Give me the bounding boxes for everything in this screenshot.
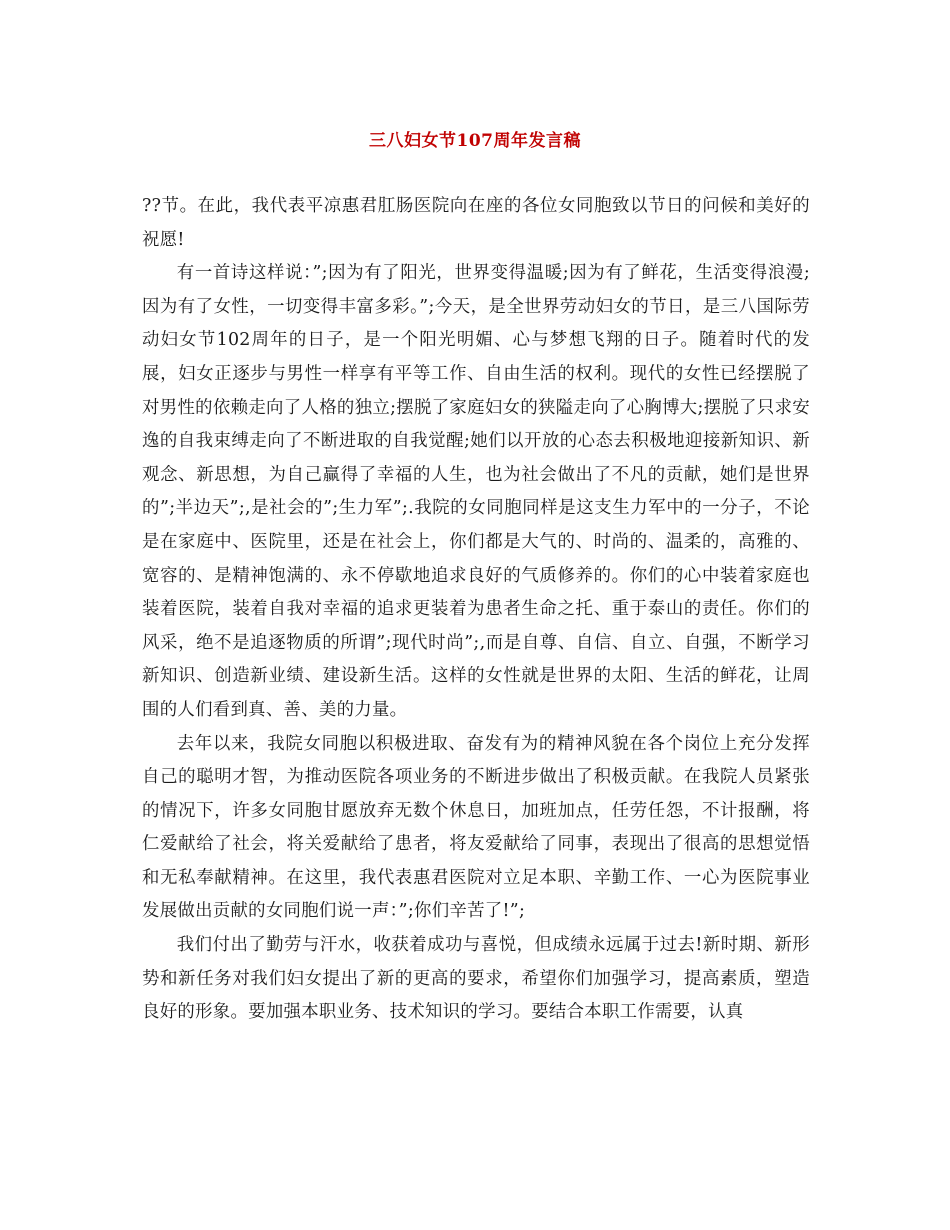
- paragraph-expectations: 我们付出了勤劳与汗水，收获着成功与喜悦，但成绩永远属于过去!新时期、新形势和新任务对我们妇女提出了新的更高的要求，希望你们加强学习，提高素质，塑造良好的形象。要加强本职业务、技术知识的学习。要结合本职工作需要，认真: [142, 935, 810, 1023]
- paragraph-greeting: ??节。在此，我代表平凉惠君肛肠医院向在座的各位女同胞致以节日的问候和美好的祝愿!: [142, 196, 810, 250]
- paragraph-contributions: 去年以来，我院女同胞以积极进取、奋发有为的精神风貌在各个岗位上充分发挥自己的聪明才智，为推动医院各项业务的不断进步做出了积极贡献。在我院人员紧张的情况下，许多女同胞甘愿放弃无数个休息日，加班加点，任劳任怨，不计报酬，将仁爱献给了社会，将关爱献给了患者，将友爱献给了同事，表现出了很高的思想觉悟和无私奉献精神。在这里，我代表惠君医院对立足本职、辛勤工作、一心为医院事业发展做出贡献的女同胞们说一声：”;你们辛苦了!”;: [142, 733, 810, 922]
- paragraph-womens-role: 有一首诗这样说：”;因为有了阳光，世界变得温暖;因为有了鲜花，生活变得浪漫;因为有了女性，一切变得丰富多彩。”;今天，是全世界劳动妇女的节日，是三八国际劳动妇女节102周年的日子，是一个阳光明媚、心与梦想飞翔的日子。随着时代的发展，妇女正逐步与男性一样享有平等工作、自由生活的权利。现代的女性已经摆脱了对男性的依赖走向了人格的独立;摆脱了家庭妇女的狭隘走向了心胸博大;摆脱了只求安逸的自我束缚走向了不断进取的自我觉醒;她们以开放的心态去积极地迎接新知识、新观念、新思想，为自己赢得了幸福的人生，也为社会做出了不凡的贡献，她们是世界的”;半边天”;,是社会的”;生力军”;.我院的女同胞同样是这支生力军中的一分子，不论是在家庭中、医院里，还是在社会上，你们都是大气的、时尚的、温柔的，高雅的、宽容的、是精神饱满的、永不停歇地追求良好的气质修养的。你们的心中装着家庭也装着医院，装着自我对幸福的追求更装着为患者生命之托、重于泰山的责任。你们的风采，绝不是追逐物质的所谓”;现代时尚”;,而是自尊、自信、自立、自强，不断学习新知识、创造新业绩、建设新生活。这样的女性就是世界的太阳、生活的鲜花，让周围的人们看到真、善、美的力量。: [142, 263, 810, 720]
- document-title: 三八妇女节107周年发言稿: [369, 131, 581, 151]
- document-body: [142, 190, 810, 1030]
